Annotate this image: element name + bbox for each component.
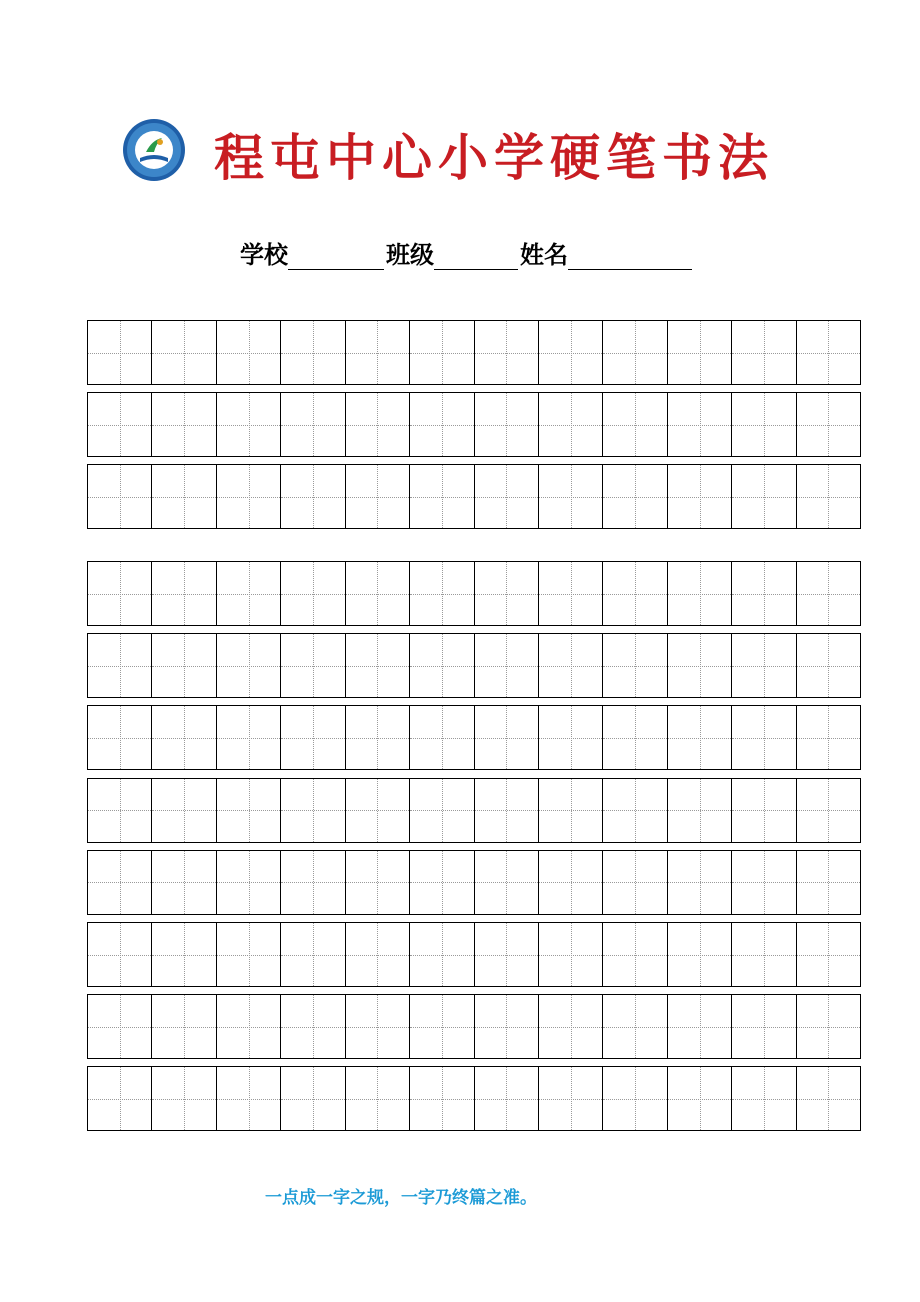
- writing-cell[interactable]: [797, 779, 860, 842]
- writing-cell[interactable]: [346, 923, 410, 986]
- writing-cell[interactable]: [410, 393, 474, 456]
- writing-cell[interactable]: [539, 1067, 603, 1130]
- writing-cell[interactable]: [152, 706, 216, 769]
- writing-cell[interactable]: [668, 851, 732, 914]
- writing-cell[interactable]: [732, 393, 796, 456]
- writing-cell[interactable]: [217, 923, 281, 986]
- writing-cell[interactable]: [539, 465, 603, 528]
- writing-cell[interactable]: [88, 706, 152, 769]
- writing-cell[interactable]: [603, 779, 667, 842]
- grid-row: [87, 561, 861, 626]
- writing-cell[interactable]: [603, 393, 667, 456]
- writing-cell[interactable]: [217, 321, 281, 384]
- writing-cell[interactable]: [539, 634, 603, 697]
- writing-cell[interactable]: [281, 562, 345, 625]
- writing-cell[interactable]: [410, 562, 474, 625]
- writing-cell[interactable]: [410, 321, 474, 384]
- writing-cell[interactable]: [217, 706, 281, 769]
- writing-cell[interactable]: [410, 706, 474, 769]
- grid-row: [87, 464, 861, 529]
- writing-cell[interactable]: [410, 851, 474, 914]
- writing-cell[interactable]: [281, 1067, 345, 1130]
- writing-cell[interactable]: [797, 634, 860, 697]
- writing-cell[interactable]: [668, 779, 732, 842]
- grid-row: [87, 994, 861, 1059]
- writing-cell[interactable]: [346, 706, 410, 769]
- writing-cell[interactable]: [668, 393, 732, 456]
- school-emblem-icon: [122, 118, 186, 182]
- writing-cell[interactable]: [668, 1067, 732, 1130]
- grid-row: [87, 1066, 861, 1131]
- writing-cell[interactable]: [539, 393, 603, 456]
- writing-cell[interactable]: [539, 706, 603, 769]
- writing-cell[interactable]: [281, 851, 345, 914]
- writing-cell[interactable]: [152, 851, 216, 914]
- writing-cell[interactable]: [217, 851, 281, 914]
- writing-cell[interactable]: [281, 393, 345, 456]
- page-header: [0, 0, 920, 200]
- writing-cell[interactable]: [410, 634, 474, 697]
- writing-cell[interactable]: [475, 465, 539, 528]
- writing-cell[interactable]: [732, 562, 796, 625]
- writing-cell[interactable]: [603, 634, 667, 697]
- writing-cell[interactable]: [410, 779, 474, 842]
- writing-cell[interactable]: [797, 1067, 860, 1130]
- writing-cell[interactable]: [217, 465, 281, 528]
- writing-cell[interactable]: [797, 923, 860, 986]
- writing-cell[interactable]: [88, 851, 152, 914]
- page-title: 程屯中心小学硬笔书法: [214, 128, 774, 187]
- writing-cell[interactable]: [346, 851, 410, 914]
- writing-cell[interactable]: [668, 923, 732, 986]
- writing-cell[interactable]: [797, 562, 860, 625]
- writing-cell[interactable]: [281, 995, 345, 1058]
- writing-cell[interactable]: [732, 1067, 796, 1130]
- writing-cell[interactable]: [539, 562, 603, 625]
- writing-cell[interactable]: [410, 995, 474, 1058]
- writing-cell[interactable]: [88, 465, 152, 528]
- writing-cell[interactable]: [281, 634, 345, 697]
- writing-cell[interactable]: [668, 706, 732, 769]
- writing-cell[interactable]: [217, 562, 281, 625]
- writing-cell[interactable]: [346, 634, 410, 697]
- writing-cell[interactable]: [797, 393, 860, 456]
- writing-cell[interactable]: [152, 923, 216, 986]
- writing-cell[interactable]: [152, 1067, 216, 1130]
- writing-cell[interactable]: [797, 995, 860, 1058]
- writing-cell[interactable]: [732, 779, 796, 842]
- writing-cell[interactable]: [217, 634, 281, 697]
- writing-cell[interactable]: [603, 321, 667, 384]
- writing-cell[interactable]: [668, 465, 732, 528]
- writing-cell[interactable]: [281, 465, 345, 528]
- writing-cell[interactable]: [217, 995, 281, 1058]
- writing-cell[interactable]: [732, 995, 796, 1058]
- writing-cell[interactable]: [732, 851, 796, 914]
- writing-cell[interactable]: [88, 562, 152, 625]
- writing-cell[interactable]: [797, 321, 860, 384]
- writing-cell[interactable]: [797, 706, 860, 769]
- grid-row: [87, 922, 861, 987]
- writing-cell[interactable]: [88, 393, 152, 456]
- writing-cell[interactable]: [346, 995, 410, 1058]
- writing-cell[interactable]: [152, 995, 216, 1058]
- writing-cell[interactable]: [88, 923, 152, 986]
- writing-cell[interactable]: [281, 779, 345, 842]
- writing-cell[interactable]: [732, 321, 796, 384]
- writing-cell[interactable]: [603, 706, 667, 769]
- writing-cell[interactable]: [732, 706, 796, 769]
- writing-cell[interactable]: [603, 1067, 667, 1130]
- writing-cell[interactable]: [152, 562, 216, 625]
- writing-cell[interactable]: [732, 923, 796, 986]
- grid-row: [87, 392, 861, 457]
- writing-cell[interactable]: [152, 634, 216, 697]
- writing-cell[interactable]: [668, 562, 732, 625]
- writing-cell[interactable]: [410, 465, 474, 528]
- writing-cell[interactable]: [539, 321, 603, 384]
- grid-row: [87, 633, 861, 698]
- writing-cell[interactable]: [217, 1067, 281, 1130]
- writing-cell[interactable]: [475, 995, 539, 1058]
- writing-cell[interactable]: [603, 923, 667, 986]
- writing-cell[interactable]: [346, 779, 410, 842]
- writing-cell[interactable]: [88, 634, 152, 697]
- writing-cell[interactable]: [475, 393, 539, 456]
- writing-cell[interactable]: [475, 562, 539, 625]
- calligraphy-motto: 一点成一字之规，一字乃终篇之准。: [265, 1188, 537, 1208]
- writing-cell[interactable]: [410, 1067, 474, 1130]
- writing-cell[interactable]: [346, 562, 410, 625]
- writing-cell[interactable]: [410, 923, 474, 986]
- writing-cell[interactable]: [475, 634, 539, 697]
- grid-row: [87, 320, 861, 385]
- writing-cell[interactable]: [88, 321, 152, 384]
- writing-cell[interactable]: [217, 393, 281, 456]
- writing-cell[interactable]: [668, 995, 732, 1058]
- writing-cell[interactable]: [281, 321, 345, 384]
- writing-cell[interactable]: [539, 923, 603, 986]
- writing-cell[interactable]: [668, 321, 732, 384]
- writing-cell[interactable]: [152, 393, 216, 456]
- writing-cell[interactable]: [732, 465, 796, 528]
- writing-cell[interactable]: [668, 634, 732, 697]
- writing-cell[interactable]: [281, 706, 345, 769]
- writing-cell[interactable]: [346, 321, 410, 384]
- writing-cell[interactable]: [152, 321, 216, 384]
- writing-cell[interactable]: [475, 779, 539, 842]
- writing-cell[interactable]: [475, 923, 539, 986]
- writing-cell[interactable]: [603, 851, 667, 914]
- writing-cell[interactable]: [475, 321, 539, 384]
- writing-cell[interactable]: [797, 851, 860, 914]
- name-field[interactable]: [568, 243, 692, 270]
- writing-cell[interactable]: [539, 851, 603, 914]
- writing-cell[interactable]: [475, 1067, 539, 1130]
- writing-cell[interactable]: [346, 1067, 410, 1130]
- writing-cell[interactable]: [346, 465, 410, 528]
- writing-cell[interactable]: [539, 995, 603, 1058]
- writing-cell[interactable]: [88, 995, 152, 1058]
- school-field[interactable]: [288, 243, 384, 270]
- writing-cell[interactable]: [281, 923, 345, 986]
- writing-cell[interactable]: [152, 465, 216, 528]
- student-info-line: [240, 236, 694, 270]
- class-label: 班级: [386, 241, 434, 269]
- writing-cell[interactable]: [152, 779, 216, 842]
- writing-cell[interactable]: [539, 779, 603, 842]
- writing-cell[interactable]: [346, 393, 410, 456]
- writing-cell[interactable]: [603, 562, 667, 625]
- writing-cell[interactable]: [732, 634, 796, 697]
- writing-cell[interactable]: [797, 465, 860, 528]
- writing-cell[interactable]: [603, 995, 667, 1058]
- writing-cell[interactable]: [475, 706, 539, 769]
- writing-cell[interactable]: [88, 779, 152, 842]
- writing-cell[interactable]: [603, 465, 667, 528]
- school-label: 学校: [240, 241, 288, 269]
- writing-cell[interactable]: [475, 851, 539, 914]
- writing-cell[interactable]: [217, 779, 281, 842]
- class-field[interactable]: [434, 243, 518, 270]
- grid-row: [87, 850, 861, 915]
- name-label: 姓名: [520, 241, 568, 269]
- grid-row: [87, 705, 861, 770]
- grid-row: [87, 778, 861, 843]
- writing-cell[interactable]: [88, 1067, 152, 1130]
